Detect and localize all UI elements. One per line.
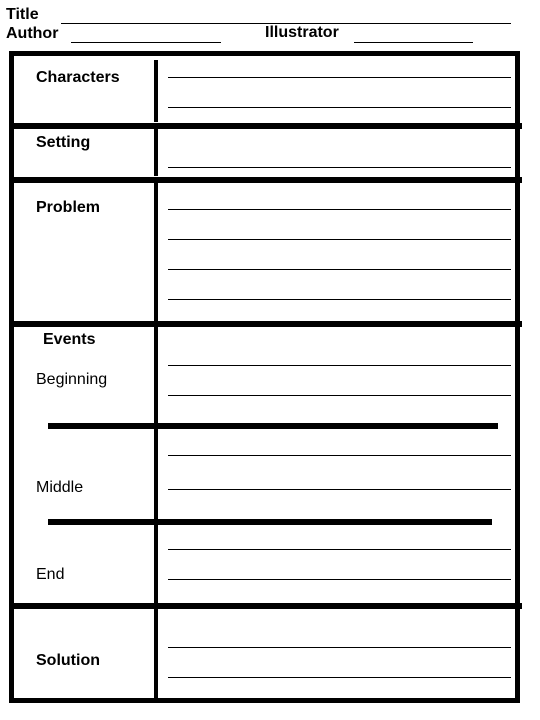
section-divider <box>9 177 522 183</box>
writing-line[interactable] <box>168 395 511 396</box>
writing-line[interactable] <box>168 489 511 490</box>
writing-line[interactable] <box>168 269 511 270</box>
problem-label: Problem <box>36 199 101 216</box>
column-divider <box>154 182 158 322</box>
middle-label: Middle <box>36 479 84 496</box>
writing-line[interactable] <box>168 365 511 366</box>
writing-line[interactable] <box>168 209 511 210</box>
writing-line[interactable] <box>168 299 511 300</box>
writing-line[interactable] <box>168 107 511 108</box>
writing-line[interactable] <box>168 579 511 580</box>
writing-line[interactable] <box>168 239 511 240</box>
end-label: End <box>36 566 65 583</box>
characters-label: Characters <box>36 69 120 86</box>
illustrator-label: Illustrator <box>265 24 339 41</box>
writing-line[interactable] <box>168 549 511 550</box>
column-divider <box>154 609 158 703</box>
writing-line[interactable] <box>168 167 511 168</box>
section-divider <box>9 603 522 609</box>
column-divider <box>154 128 158 176</box>
event-divider <box>48 519 492 525</box>
writing-line[interactable] <box>168 677 511 678</box>
author-blank[interactable] <box>71 42 221 43</box>
event-divider <box>48 423 498 429</box>
illustrator-blank[interactable] <box>354 42 473 43</box>
setting-label: Setting <box>36 134 91 151</box>
writing-line[interactable] <box>168 455 511 456</box>
section-divider <box>9 123 522 129</box>
beginning-label: Beginning <box>36 371 108 388</box>
events-label: Events <box>43 331 96 348</box>
column-divider <box>154 327 158 606</box>
solution-label: Solution <box>36 652 100 669</box>
title-label: Title <box>6 6 39 23</box>
section-divider <box>9 321 522 327</box>
writing-line[interactable] <box>168 647 511 648</box>
writing-line[interactable] <box>168 77 511 78</box>
column-divider <box>154 60 158 122</box>
author-label: Author <box>6 25 59 42</box>
